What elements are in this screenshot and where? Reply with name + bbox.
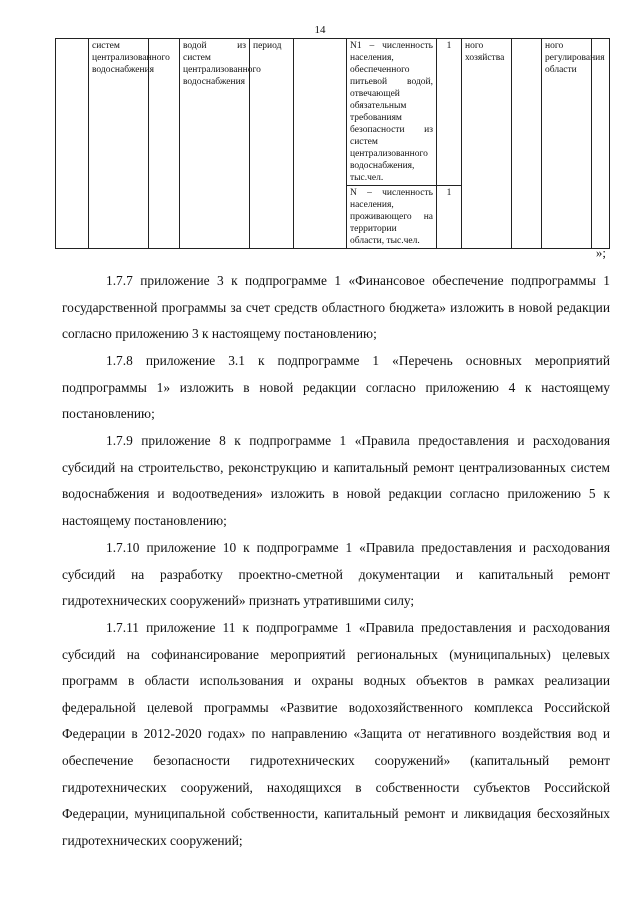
table-cell <box>294 39 347 249</box>
table-cell: систем централизованного водоснабжения <box>89 39 149 249</box>
indicator-table <box>55 38 610 249</box>
table-closing-quote: »; <box>595 245 606 260</box>
table-cell: 1 <box>437 39 462 186</box>
paragraph-1-7-10: 1.7.10 приложение 10 к подпрограмме 1 «Правила предоставления и расходования субсидий на разработку проектно-сметной документации и капитальный ремонт гидротехнических сооружений» признать утратившими силу; <box>62 540 610 609</box>
table-row <box>56 39 610 186</box>
page-number: 14 <box>314 24 326 36</box>
paragraph-1-7-11: 1.7.11 приложение 11 к подпрограмме 1 «Правила предоставления и расходования субсидий на софинансирование мероприятий региональных (муниципальных) целевых программ в области использования и охраны водных объектов в рамках реализации федеральной целевой программы «Развитие водохозяйственного комплекса Российской Федерации в 2012-2020 годах» по направлению «Защита от негативного воздействия вод и обеспечение безопасности гидротехнических сооружений» (капитальный ремонт гидротехнических сооружений, находящихся в собственности субъектов Российской Федерации, муниципальной собственности, капитальный ремонт и ликвидация бесхозяйных гидротехнических сооружений; <box>62 620 610 848</box>
table-cell: водой из систем централизованного водоснабжения <box>180 39 250 249</box>
table-cell: период <box>250 39 294 249</box>
table-cell: 1 <box>437 186 462 249</box>
table-cell <box>512 39 542 249</box>
table-cell <box>592 39 610 249</box>
paragraph-1-7-8: 1.7.8 приложение 3.1 к подпрограмме 1 «Перечень основных мероприятий подпрограммы 1» изложить в новой редакции согласно приложению 4 к настоящему постановлению; <box>62 353 610 422</box>
table-cell <box>56 39 89 249</box>
table-cell: ного хозяйства <box>462 39 512 249</box>
table-cell: N1 – численность населения, обеспеченного питьевой водой, отвечающей обязательным требованиям безопасности из систем централизованного водоснабжения, тыс.чел. <box>347 39 437 186</box>
paragraph-1-7-9: 1.7.9 приложение 8 к подпрограмме 1 «Правила предоставления и расходования субсидий на строительство, реконструкцию и капитальный ремонт централизованных систем водоснабжения и водоотведения» изложить в новой редакции согласно приложению 5 к настоящему постановлению; <box>62 433 610 528</box>
paragraph-1-7-7: 1.7.7 приложение 3 к подпрограмме 1 «Финансовое обеспечение подпрограммы 1 государственной программы за счет средств областного бюджета» изложить в новой редакции согласно приложению 3 к настоящему постановлению; <box>62 273 610 342</box>
table-cell: ного регулирования области <box>542 39 592 249</box>
table-cell: N – численность населения, проживающего на территории области, тыс.чел. <box>347 186 437 249</box>
